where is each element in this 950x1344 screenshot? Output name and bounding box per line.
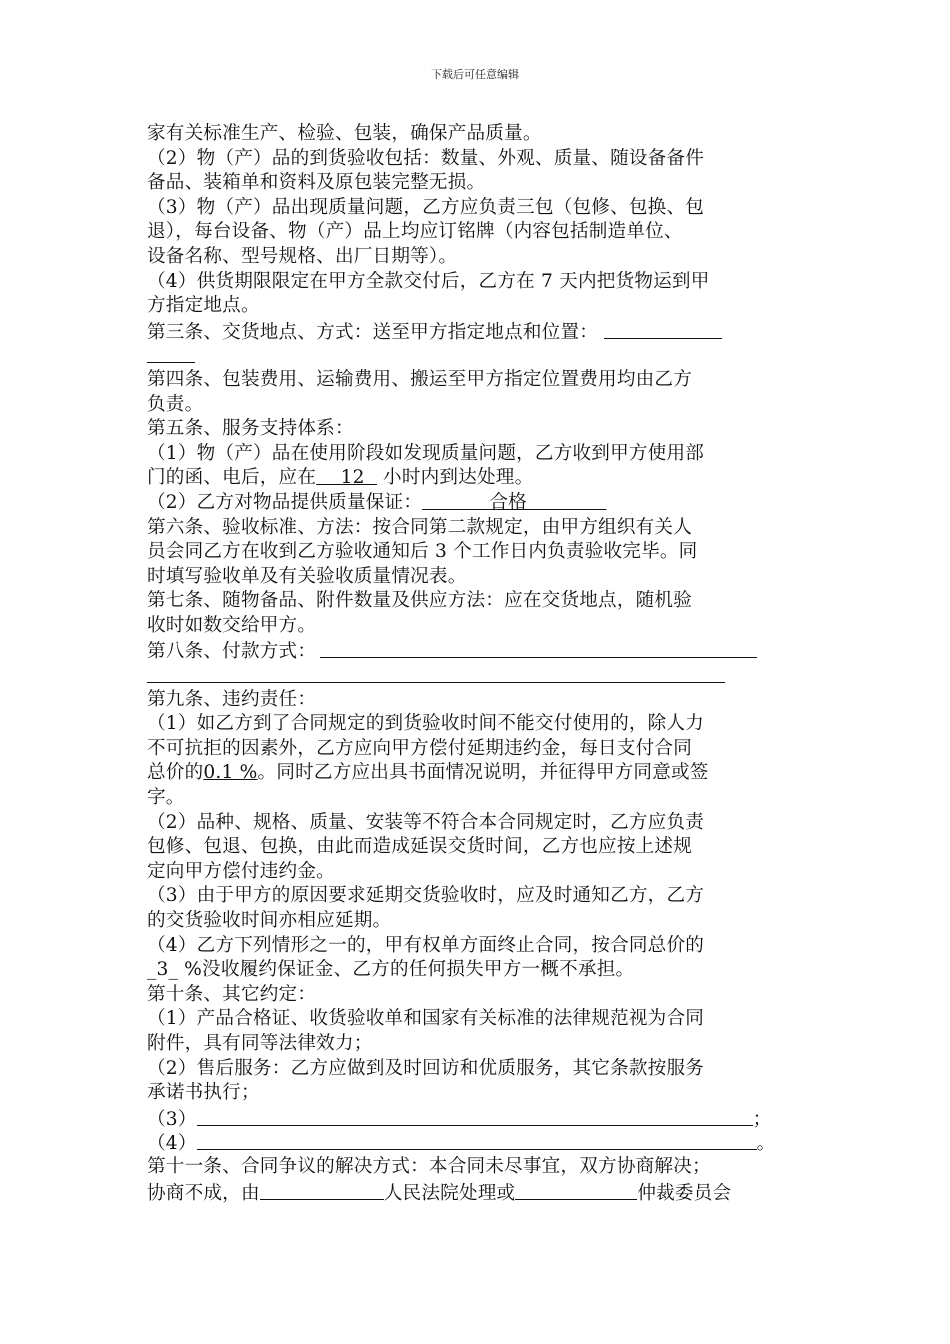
text-line: （2）售后服务：乙方应做到及时回访和优质服务，其它条款按服务	[147, 1057, 705, 1079]
text-line: 不可抗拒的因素外，乙方应向甲方偿付延期违约金，每日支付合同	[147, 737, 693, 759]
text-line: %没收履约保证金、乙方的任何损失甲方一概不承担。	[184, 959, 635, 981]
text-line: 员会同乙方在收到乙方验收通知后 3 个工作日内负责验收完毕。同	[147, 541, 698, 563]
court-mid-text: 人民法院处理或	[383, 1182, 516, 1204]
contract-body	[147, 122, 815, 1204]
text-line: 退），每台设备、物（产）品上均应订铭牌（内容包括制造单位、	[147, 221, 683, 243]
text-line: 第七条、随物备品、附件数量及供应方法：应在交货地点，随机验	[147, 590, 693, 612]
text-line: （4）	[147, 1133, 197, 1155]
text-line: （1）物（产）品在使用阶段如发现质量问题，乙方收到甲方使用部	[147, 442, 705, 464]
text-line: 负责。	[147, 393, 204, 415]
court-end-text: 仲裁委员会	[637, 1182, 732, 1204]
other-item-4-blank	[197, 1131, 757, 1150]
text-line: 第四条、包装费用、运输费用、搬运至甲方指定位置费用均由乙方	[147, 368, 693, 390]
quality-value: 合格	[489, 491, 527, 513]
other-item-4-line	[147, 1130, 815, 1155]
text-line: 第三条、交货地点、方式：送至甲方指定地点和位置：	[147, 321, 599, 343]
text-line: 附件，具有同等法律效力；	[147, 1032, 373, 1054]
text-line: （2）乙方对物品提供质量保证：	[147, 491, 423, 513]
payment-line	[147, 638, 815, 663]
penalty-rate-suffix: 。同时乙方应出具书面情况说明，并征得甲方同意或签	[257, 762, 709, 784]
dispute-line	[147, 1180, 815, 1205]
deposit-rate-value: _3_	[147, 959, 179, 981]
text-line: 时填写验收单及有关验收质量情况表。	[147, 565, 467, 587]
text-line: 第八条、付款方式：	[147, 641, 317, 663]
text-line: 字。	[147, 787, 185, 809]
arbitration-blank	[515, 1181, 637, 1200]
text-line: （3）物（产）品出现质量问题，乙方应负责三包（包修、包换、包	[147, 196, 705, 218]
response-hours-suffix: 小时内到达处理。	[383, 467, 534, 489]
court-blank	[260, 1181, 384, 1200]
text-line: 总价的	[147, 762, 204, 784]
penalty-rate-value: 0.1 %	[203, 762, 258, 784]
quality-field	[422, 492, 606, 513]
text-line: 第六条、验收标准、方法：按合同第二款规定，由甲方组织有关人	[147, 516, 693, 538]
text-line: 门的函、电后，应在	[147, 467, 317, 489]
response-time-line	[147, 466, 815, 491]
penalty-rate-line	[147, 761, 815, 786]
text-line: 承诺书执行；	[147, 1082, 260, 1104]
text-line: （2）品种、规格、质量、安装等不符合本合同规定时，乙方应负责	[147, 811, 705, 833]
delivery-location-line	[147, 319, 815, 344]
response-hours-value: 12	[340, 467, 365, 489]
text-line: 包修、包退、包换，由此而造成延误交货时间，乙方也应按上述规	[147, 836, 693, 858]
text-line: （1）如乙方到了合同规定的到货验收时间不能交付使用的，除人力	[147, 713, 705, 735]
other-item-4-end: 。	[756, 1133, 776, 1155]
blank-continuation	[147, 344, 195, 363]
text-line: 第五条、服务支持体系：	[147, 418, 354, 440]
deposit-line	[147, 958, 815, 983]
text-line: 的交货验收时间亦相应延期。	[147, 910, 392, 931]
text-line: 备品、装箱单和资料及原包装完整无损。	[147, 172, 486, 194]
text-line: （1）产品合格证、收货验收单和国家有关标准的法律规范视为合同	[147, 1008, 705, 1030]
text-line: （4）乙方下列情形之一的，甲有权单方面终止合同，按合同总价的	[147, 934, 705, 956]
text-line: 家有关标准生产、检验、包装，确保产品质量。	[147, 123, 542, 144]
page-header-note: 下载后可任意编辑	[431, 68, 519, 81]
text-line: 第十一条、合同争议的解决方式：本合同未尽事宜，双方协商解决；	[147, 1155, 711, 1177]
text-line: （2）物（产）品的到货验收包括：数量、外观、质量、随设备备件	[147, 147, 705, 169]
text-line: 收时如数交给甲方。	[147, 614, 317, 636]
other-item-3-line	[147, 1106, 815, 1131]
text-line: （3）	[147, 1108, 197, 1130]
response-hours-field	[316, 467, 377, 488]
text-line: 第九条、违约责任：	[147, 688, 317, 710]
payment-blank	[320, 639, 757, 658]
text-line: （3）由于甲方的原因要求延期交货验收时，应及时通知乙方，乙方	[147, 885, 705, 907]
other-item-3-blank	[197, 1107, 753, 1126]
blank-continuation	[147, 664, 725, 683]
delivery-location-blank-continued	[147, 343, 815, 368]
text-line: 设备名称、型号规格、出厂日期等）。	[147, 245, 458, 267]
text-line: （4）供货期限限定在甲方全款交付后，乙方在 7 天内把货物运到甲	[147, 270, 710, 292]
delivery-location-blank	[604, 320, 722, 339]
text-line: 协商不成，由	[147, 1182, 260, 1204]
text-line: 定向甲方偿付违约金。	[147, 860, 335, 882]
payment-blank-continued	[147, 663, 815, 688]
quality-line	[147, 491, 815, 516]
text-line: 第十条、其它约定：	[147, 983, 317, 1005]
other-item-3-end: ；	[752, 1108, 772, 1130]
text-line: 方指定地点。	[147, 295, 260, 317]
